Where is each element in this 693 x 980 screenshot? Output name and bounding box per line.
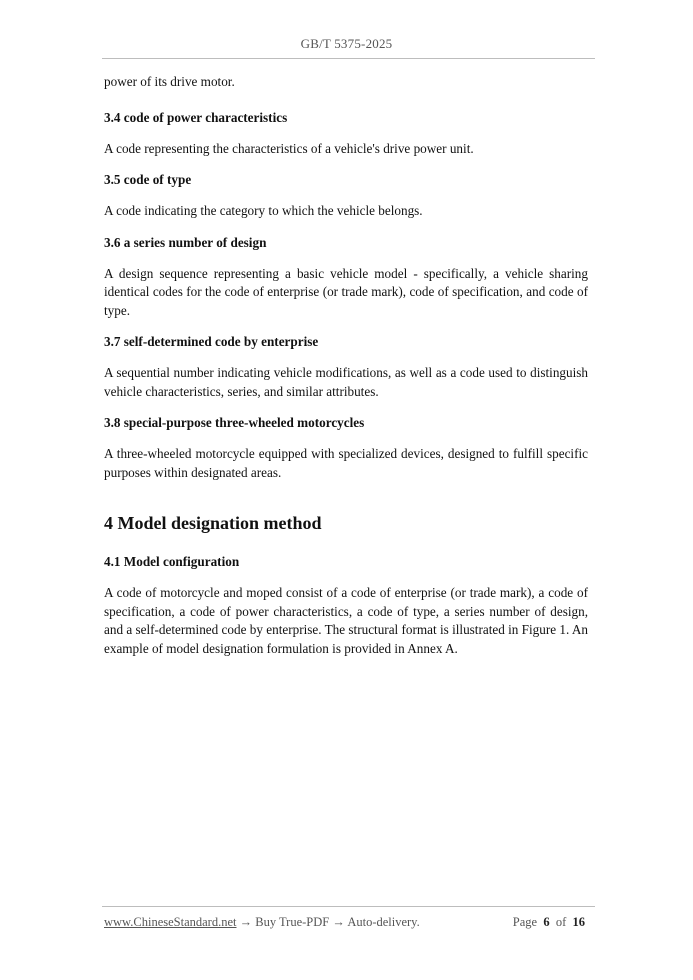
section-heading-4-1: 4.1 Model configuration (104, 554, 240, 569)
total-pages-number: 16 (572, 915, 585, 929)
paragraph-3-5: A code indicating the category to which the vehicle belongs. (104, 203, 423, 218)
buy-true-pdf-link[interactable]: Buy True-PDF (255, 915, 330, 929)
section-heading-3-8: 3.8 special-purpose three-wheeled motorcycles (104, 415, 365, 430)
footer-divider (102, 906, 595, 907)
website-link[interactable]: www.ChineseStandard.net (104, 915, 237, 929)
header-divider (102, 58, 595, 59)
section-heading-3-7: 3.7 self-determined code by enterprise (104, 334, 319, 349)
arrow-right-icon: → (239, 915, 253, 929)
section-heading-3-6: 3.6 a series number of design (104, 234, 267, 250)
paragraph-continuation: power of its drive motor. (104, 74, 235, 89)
paragraph-3-8: A three-wheeled motorcycle equipped with specialized devices, designed to fulfill specific purposes within designated areas. (104, 446, 588, 480)
arrow-right-icon: → (332, 915, 345, 929)
of-label: of (555, 915, 567, 929)
page-content (104, 73, 588, 658)
paragraph-3-4: A code representing the characteristics of a vehicle's drive power unit. (104, 140, 474, 156)
paragraph-4-1: A code of motorcycle and moped consist of a code of enterprise (or trade mark), a code of specification, a code of power characteristics, a code of type, a series number of design, and a self-determined code by enterprise. The structural format is illustrated in Figure 1. An example of model designation formulation is provided in Annex A. (104, 585, 588, 656)
footer-promo (104, 915, 420, 930)
standard-code-header: GB/T 5375-2025 (300, 36, 393, 51)
page-number (513, 915, 585, 930)
paragraph-3-7: A sequential number indicating vehicle modifications, as well as a code used to distinguish vehicle characteristics, series, and similar attributes. (104, 365, 588, 399)
current-page-number: 6 (543, 915, 550, 929)
section-heading-3-5: 3.5 code of type (104, 172, 192, 187)
auto-delivery-text: Auto-delivery. (347, 915, 420, 929)
paragraph-3-6: A design sequence representing a basic vehicle model - specifically, a vehicle sharing identical codes for the code of enterprise (or trade mark), code of specification, and code of type. (104, 265, 588, 318)
section-heading-3-4: 3.4 code of power characteristics (104, 109, 288, 125)
page-label: Page (512, 915, 538, 929)
chapter-heading-4: 4 Model designation method (104, 513, 322, 533)
